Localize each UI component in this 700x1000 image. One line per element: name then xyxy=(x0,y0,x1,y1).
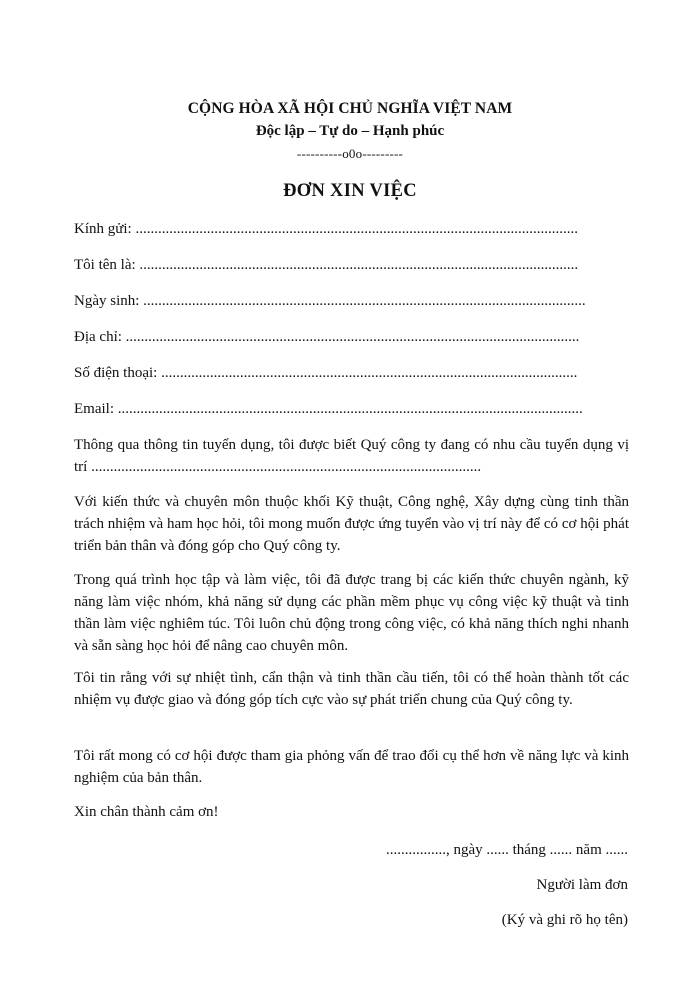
national-title: CỘNG HÒA XÃ HỘI CHỦ NGHĨA VIỆT NAM xyxy=(187,100,513,117)
header-separator: ----------o0o--------- xyxy=(296,146,404,161)
paragraph-interview: Tôi rất mong có cơ hội được tham gia phỏng vấn để trao đổi cụ thể hơn về năng lực và kinh nghiệm của bản thân. xyxy=(74,748,629,786)
paragraph-position: Thông qua thông tin tuyển dụng, tôi được biết Quý công ty đang có nhu cầu tuyển dụng vị trí ........................................................................................................ xyxy=(74,437,629,475)
closing-text: Xin chân thành cảm ơn! xyxy=(74,804,219,820)
field-email: Email: ............................................................................................................................ xyxy=(74,401,583,417)
field-name: Tôi tên là: ..................................................................................................................... xyxy=(74,257,579,273)
paragraph-experience: Trong quá trình học tập và làm việc, tôi đã được trang bị các kiến thức chuyên ngành, kỹ năng làm việc nhóm, khả năng sử dụng các phần mềm phục vụ công việc kỹ thuật và tinh thần làm việc nghiêm túc. Tôi luôn chủ động trong công việc, có khả năng thích nghi nhanh và sẵn sàng học hỏi để nâng cao chuyên môn. xyxy=(74,572,629,654)
field-phone: Số điện thoại: ............................................................................................................... xyxy=(74,365,578,381)
signature-note: (Ký và ghi rõ họ tên) xyxy=(501,912,628,928)
field-birthdate: Ngày sinh: ...................................................................................................................... xyxy=(74,293,586,309)
national-motto: Độc lập – Tự do – Hạnh phúc xyxy=(255,123,445,139)
date-line: ................, ngày ...... tháng ...... năm ...... xyxy=(385,842,628,858)
signer-label: Người làm đơn xyxy=(536,877,628,893)
field-address: Địa chỉ: ......................................................................................................................... xyxy=(74,329,580,345)
document-title: ĐƠN XIN VIỆC xyxy=(283,181,417,201)
field-recipient: Kính gửi: ...................................................................................................................... xyxy=(74,221,578,237)
paragraph-commitment: Tôi tin rằng với sự nhiệt tình, cẩn thận và tinh thần cầu tiến, tôi có thể hoàn thành tốt các nhiệm vụ được giao và đóng góp tích cực vào sự phát triển chung của Quý công ty. xyxy=(74,670,629,708)
paragraph-motivation: Với kiến thức và chuyên môn thuộc khối Kỹ thuật, Công nghệ, Xây dựng cùng tinh thần trách nhiệm và ham học hỏi, tôi mong muốn được ứng tuyển vào vị trí này để có cơ hội phát triển bản thân và đóng góp cho Quý công ty. xyxy=(74,494,629,554)
